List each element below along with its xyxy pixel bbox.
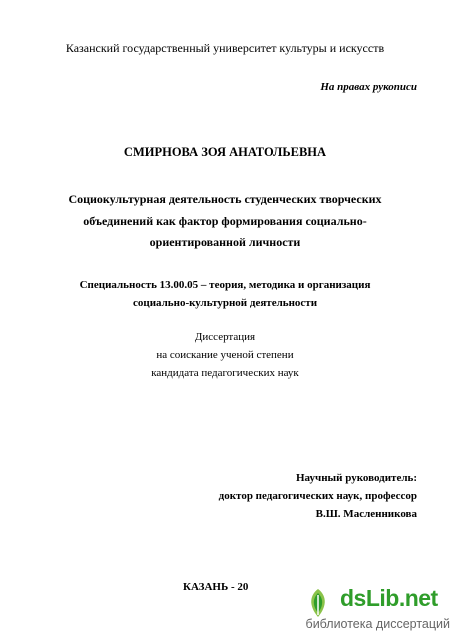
university-name: Казанский государственный университет культуры и искусств — [65, 41, 385, 55]
title-line: объединений как фактор формирования социально- — [83, 214, 367, 228]
watermark-title: dsLib.net — [340, 585, 438, 611]
title-line: ориентированной личности — [149, 235, 301, 249]
dissertation-line: кандидата педагогических наук — [151, 367, 299, 379]
watermark[interactable] — [290, 585, 450, 636]
author-name: СМИРНОВА ЗОЯ АНАТОЛЬЕВНА — [123, 145, 327, 159]
title-line: Социокультурная деятельность студенческих творческих — [68, 192, 382, 206]
dslib-logo-icon — [302, 587, 334, 619]
city-year: КАЗАНЬ - 20 — [183, 581, 249, 593]
supervisor-label: Научный руководитель: — [296, 472, 417, 484]
dissertation-line: Диссертация — [194, 331, 256, 343]
dissertation-line: на соискание ученой степени — [156, 349, 294, 361]
specialty-line: социально-культурной деятельности — [132, 297, 318, 309]
watermark-subtitle: библиотека диссертаций — [305, 617, 450, 631]
manuscript-note: На правах рукописи — [320, 81, 417, 93]
supervisor-degree: доктор педагогических наук, профессор — [218, 490, 417, 502]
supervisor-name: В.Ш. Масленникова — [315, 508, 417, 520]
specialty-line: Специальность 13.00.05 – теория, методика и организация — [79, 279, 371, 291]
